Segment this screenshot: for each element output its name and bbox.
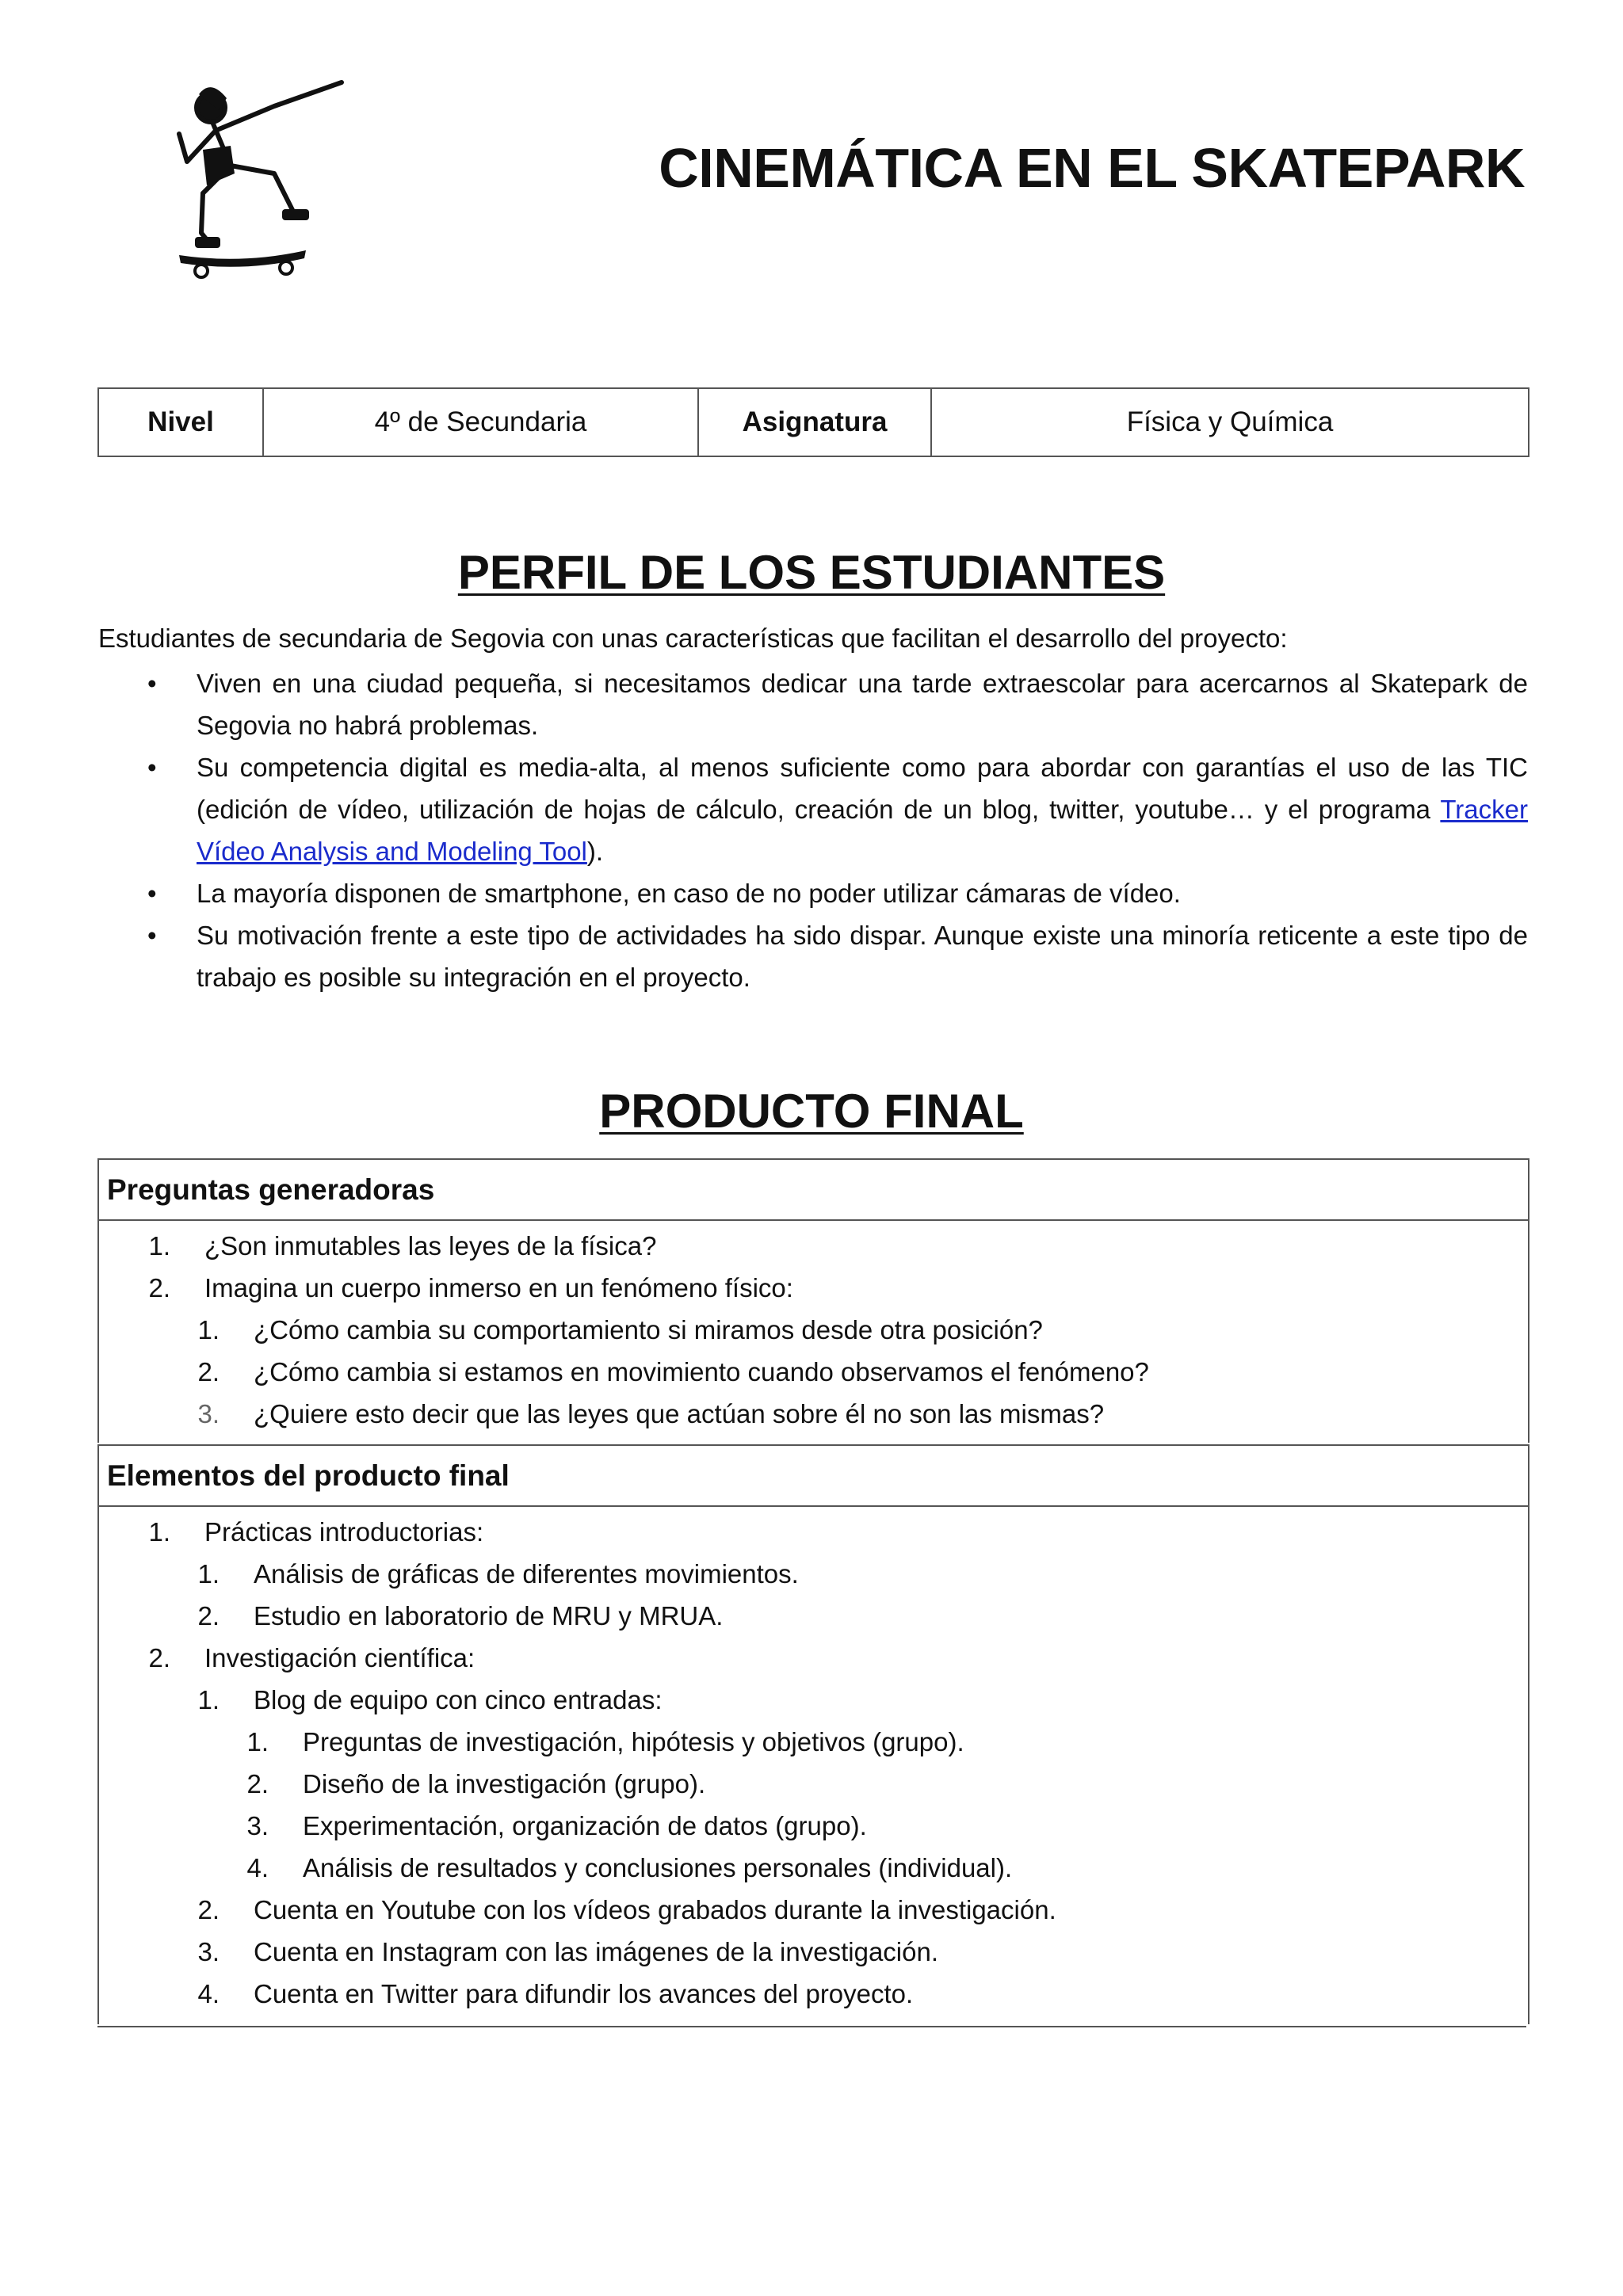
elementos-list bbox=[99, 1507, 1528, 2024]
asignatura-label: Asignatura bbox=[698, 388, 931, 456]
list-item: 2. Diseño de la investigación (grupo). bbox=[246, 1769, 706, 1798]
list-item: 1. Análisis de gráficas de diferentes movimientos. bbox=[197, 1559, 799, 1589]
nivel-value: 4º de Secundaria bbox=[263, 388, 698, 456]
perfil-intro: Estudiantes de secundaria de Segovia con unas características que facilitan el desarrollo del proyecto: bbox=[98, 624, 1288, 653]
list-item: 1. ¿Son inmutables las leyes de la física? bbox=[148, 1231, 657, 1261]
page-title: CINEMÁTICA EN EL SKATEPARK bbox=[659, 137, 1525, 199]
list-item: 1. Preguntas de investigación, hipótesis y objetivos (grupo). bbox=[246, 1727, 964, 1756]
list-item: 2. Imagina un cuerpo inmerso en un fenómeno físico: bbox=[148, 1273, 793, 1302]
preguntas-list bbox=[99, 1221, 1528, 1443]
list-item: • Viven en una ciudad pequeña, si necesitamos dedicar una tarde extraescolar para acercarnos al Skatepark de Segovia no habrá problemas. bbox=[147, 669, 1528, 740]
list-item: • Su motivación frente a este tipo de actividades ha sido dispar. Aunque existe una minoría reticente a este tipo de trabajo es posible su integración en el proyecto. bbox=[147, 921, 1528, 992]
elementos-heading: Elementos del producto final bbox=[99, 1446, 1528, 1507]
preguntas-box bbox=[97, 1158, 1529, 1443]
list-item: 2. Investigación científica: bbox=[148, 1643, 475, 1672]
list-item: 4. Análisis de resultados y conclusiones personales (individual). bbox=[246, 1853, 1013, 1882]
nivel-label: Nivel bbox=[98, 388, 263, 456]
list-item: 1. Prácticas introductorias: bbox=[148, 1517, 484, 1547]
list-item: • La mayoría disponen de smartphone, en caso de no poder utilizar cámaras de vídeo. bbox=[147, 879, 1181, 908]
perfil-title: PERFIL DE LOS ESTUDIANTES bbox=[457, 546, 1166, 599]
list-item: 3. Cuenta en Instagram con las imágenes de la investigación. bbox=[197, 1937, 939, 1966]
list-item: 1. ¿Cómo cambia su comportamiento si miramos desde otra posición? bbox=[197, 1315, 1043, 1344]
list-item: 1. Blog de equipo con cinco entradas: bbox=[197, 1685, 663, 1714]
info-table bbox=[97, 387, 1529, 457]
elementos-box-bottom-border bbox=[97, 2026, 1526, 2027]
list-item: • Su competencia digital es media-alta, al menos suficiente como para abordar con garantías el uso de las TIC (edición de vídeo, utilización de hojas de cálculo, creación de un blog, twitter, youtube… y el programa Tracker Vídeo Analysis and Modeling Tool). bbox=[147, 753, 1528, 866]
asignatura-value: Física y Química bbox=[931, 388, 1529, 456]
list-item: 2. ¿Cómo cambia si estamos en movimiento cuando observamos el fenómeno? bbox=[197, 1357, 1149, 1386]
list-item: 4. Cuenta en Twitter para difundir los avances del proyecto. bbox=[197, 1979, 914, 2008]
producto-title: PRODUCTO FINAL bbox=[599, 1085, 1024, 1138]
preguntas-heading: Preguntas generadoras bbox=[99, 1160, 1528, 1221]
list-item: 2. Estudio en laboratorio de MRU y MRUA. bbox=[197, 1601, 724, 1630]
tracker-link[interactable]: Tracker Vídeo Analysis and Modeling Tool bbox=[197, 795, 1528, 866]
perfil-bullet-list bbox=[98, 662, 1528, 998]
elementos-box bbox=[97, 1444, 1529, 2024]
list-item: 2. Cuenta en Youtube con los vídeos grabados durante la investigación. bbox=[197, 1895, 1056, 1924]
skateboarder-icon bbox=[155, 74, 353, 282]
list-item: 3. Experimentación, organización de datos (grupo). bbox=[246, 1811, 867, 1840]
list-item: 3. ¿Quiere esto decir que las leyes que actúan sobre él no son las mismas? bbox=[197, 1399, 1105, 1428]
